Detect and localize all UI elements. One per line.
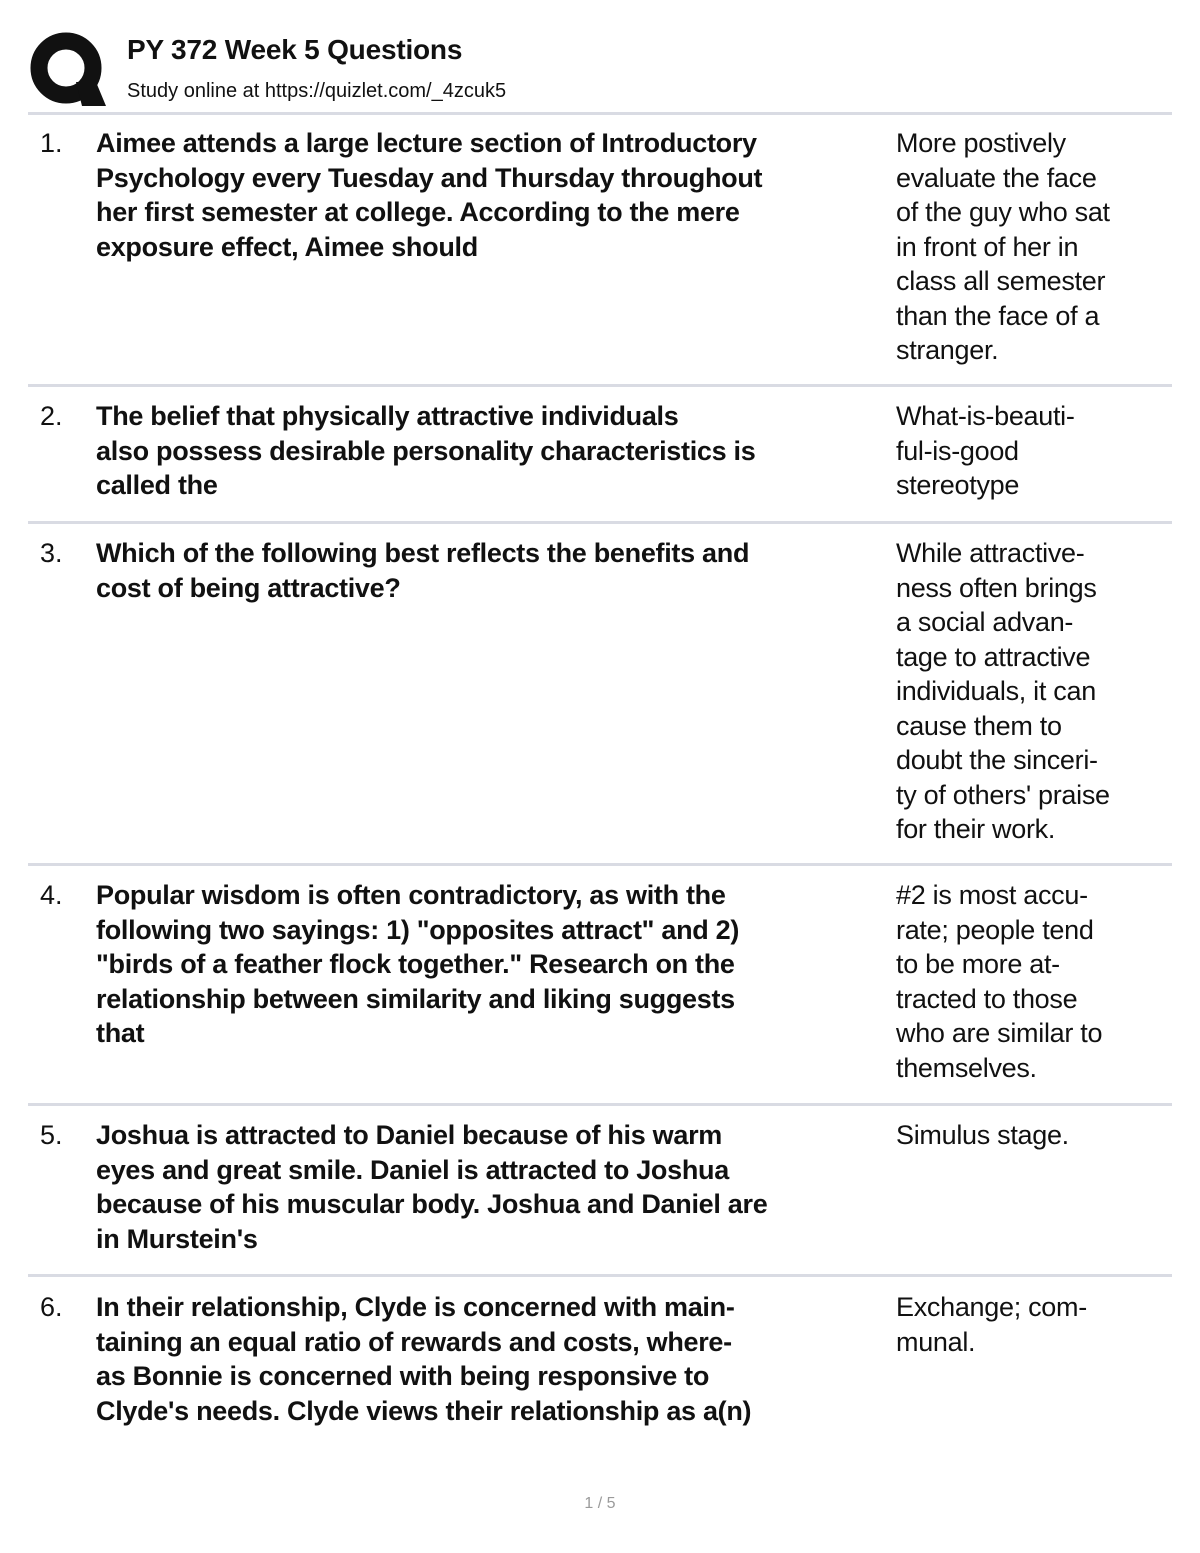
- question-line: cost of being attractive?: [96, 572, 401, 603]
- question-line: Popular wisdom is often contradictory, as with the: [96, 880, 726, 910]
- question-line: eyes and great smile. Daniel is attracted to Joshua: [96, 1154, 729, 1185]
- answer-line: in front of her in: [896, 231, 1079, 262]
- question-line: Which of the following best reflects the benefits and: [96, 538, 750, 568]
- question-line: "birds of a feather flock together." Research on the: [96, 949, 735, 979]
- question-text: [96, 399, 896, 503]
- question-number: 5.: [40, 1120, 63, 1150]
- answer-line: While attractive-: [896, 538, 1085, 568]
- answer-text: [896, 536, 1168, 847]
- answer-line: to be more at-: [896, 949, 1060, 979]
- question-number: 4.: [40, 880, 63, 910]
- answer-text: [896, 399, 1168, 503]
- answer-line: Exchange; com-: [896, 1292, 1087, 1322]
- question-line: The belief that physically attractive individuals: [96, 401, 679, 431]
- question-text: [96, 126, 896, 264]
- question-row-1: [28, 115, 1172, 387]
- page-title: PY 372 Week 5 Questions: [127, 34, 463, 65]
- answer-line: than the face of a: [896, 300, 1100, 331]
- question-row-4: [28, 866, 1172, 1106]
- answer-line: cause them to: [896, 710, 1062, 741]
- question-number: 1.: [40, 128, 63, 158]
- answer-line: a social advan-: [896, 607, 1074, 637]
- answer-text: [896, 878, 1168, 1085]
- question-number: 6.: [40, 1292, 63, 1322]
- quizlet-logo-icon: [30, 32, 106, 108]
- question-text: [96, 1118, 896, 1256]
- question-row-3: [28, 524, 1172, 866]
- answer-line: tage to attractive: [896, 641, 1091, 672]
- answer-line: evaluate the face: [896, 162, 1097, 193]
- question-line: that: [96, 1018, 145, 1048]
- answer-line: stereotype: [896, 470, 1020, 500]
- question-line: Psychology every Tuesday and Thursday throughout: [96, 162, 763, 193]
- answer-text: [896, 1118, 1168, 1153]
- question-row-6: [28, 1277, 1172, 1447]
- answer-text: [896, 126, 1168, 368]
- question-line: taining an equal ratio of rewards and costs, where-: [96, 1326, 732, 1357]
- question-line: exposure effect, Aimee should: [96, 231, 478, 262]
- question-line: as Bonnie is concerned with being responsive to: [96, 1361, 710, 1391]
- question-row-2: [28, 387, 1172, 524]
- question-line: following two sayings: 1) "opposites attract" and 2): [96, 914, 740, 945]
- question-number: 3.: [40, 538, 63, 568]
- answer-line: rate; people tend: [896, 914, 1094, 945]
- answer-line: of the guy who sat: [896, 197, 1110, 227]
- question-line: her first semester at college. According to the mere: [96, 197, 740, 227]
- question-number: 2.: [40, 401, 63, 431]
- answer-line: More postively: [896, 128, 1066, 158]
- answer-line: themselves.: [896, 1052, 1037, 1083]
- question-line: Clyde's needs. Clyde views their relationship as a(n): [96, 1395, 752, 1426]
- question-line: called the: [96, 470, 218, 500]
- answer-line: What-is-beauti-: [896, 401, 1075, 431]
- question-line: In their relationship, Clyde is concerned with main-: [96, 1292, 735, 1322]
- question-line: because of his muscular body. Joshua and Daniel are: [96, 1189, 768, 1219]
- question-line: Aimee attends a large lecture section of Introductory: [96, 128, 757, 158]
- question-text: [96, 878, 896, 1051]
- question-text: [96, 1290, 896, 1428]
- answer-line: ness often brings: [896, 572, 1097, 603]
- answer-line: class all semester: [896, 266, 1106, 296]
- answer-text: [896, 1290, 1168, 1359]
- answer-line: doubt the sinceri-: [896, 745, 1098, 775]
- page-header: [30, 30, 1172, 110]
- answer-line: who are similar to: [896, 1018, 1103, 1048]
- answer-line: munal.: [896, 1326, 976, 1357]
- answer-line: stranger.: [896, 335, 999, 365]
- question-line: in Murstein's: [96, 1223, 258, 1254]
- answer-line: Simulus stage.: [896, 1120, 1069, 1150]
- answer-line: for their work.: [896, 814, 1056, 844]
- page-number: 1 / 5: [584, 1495, 616, 1512]
- question-row-5: [28, 1106, 1172, 1277]
- answer-line: individuals, it can: [896, 676, 1096, 706]
- answer-line: tracted to those: [896, 983, 1078, 1014]
- question-line: relationship between similarity and liking suggests: [96, 983, 735, 1014]
- answer-line: ty of others' praise: [896, 779, 1110, 810]
- answer-line: #2 is most accu-: [896, 880, 1088, 910]
- question-line: also possess desirable personality characteristics is: [96, 435, 756, 466]
- question-text: [96, 536, 896, 605]
- question-list: [28, 115, 1172, 1447]
- question-line: Joshua is attracted to Daniel because of his warm: [96, 1120, 722, 1150]
- study-link-text: Study online at https://quizlet.com/_4zcuk5: [127, 80, 507, 102]
- answer-line: ful-is-good: [896, 435, 1019, 466]
